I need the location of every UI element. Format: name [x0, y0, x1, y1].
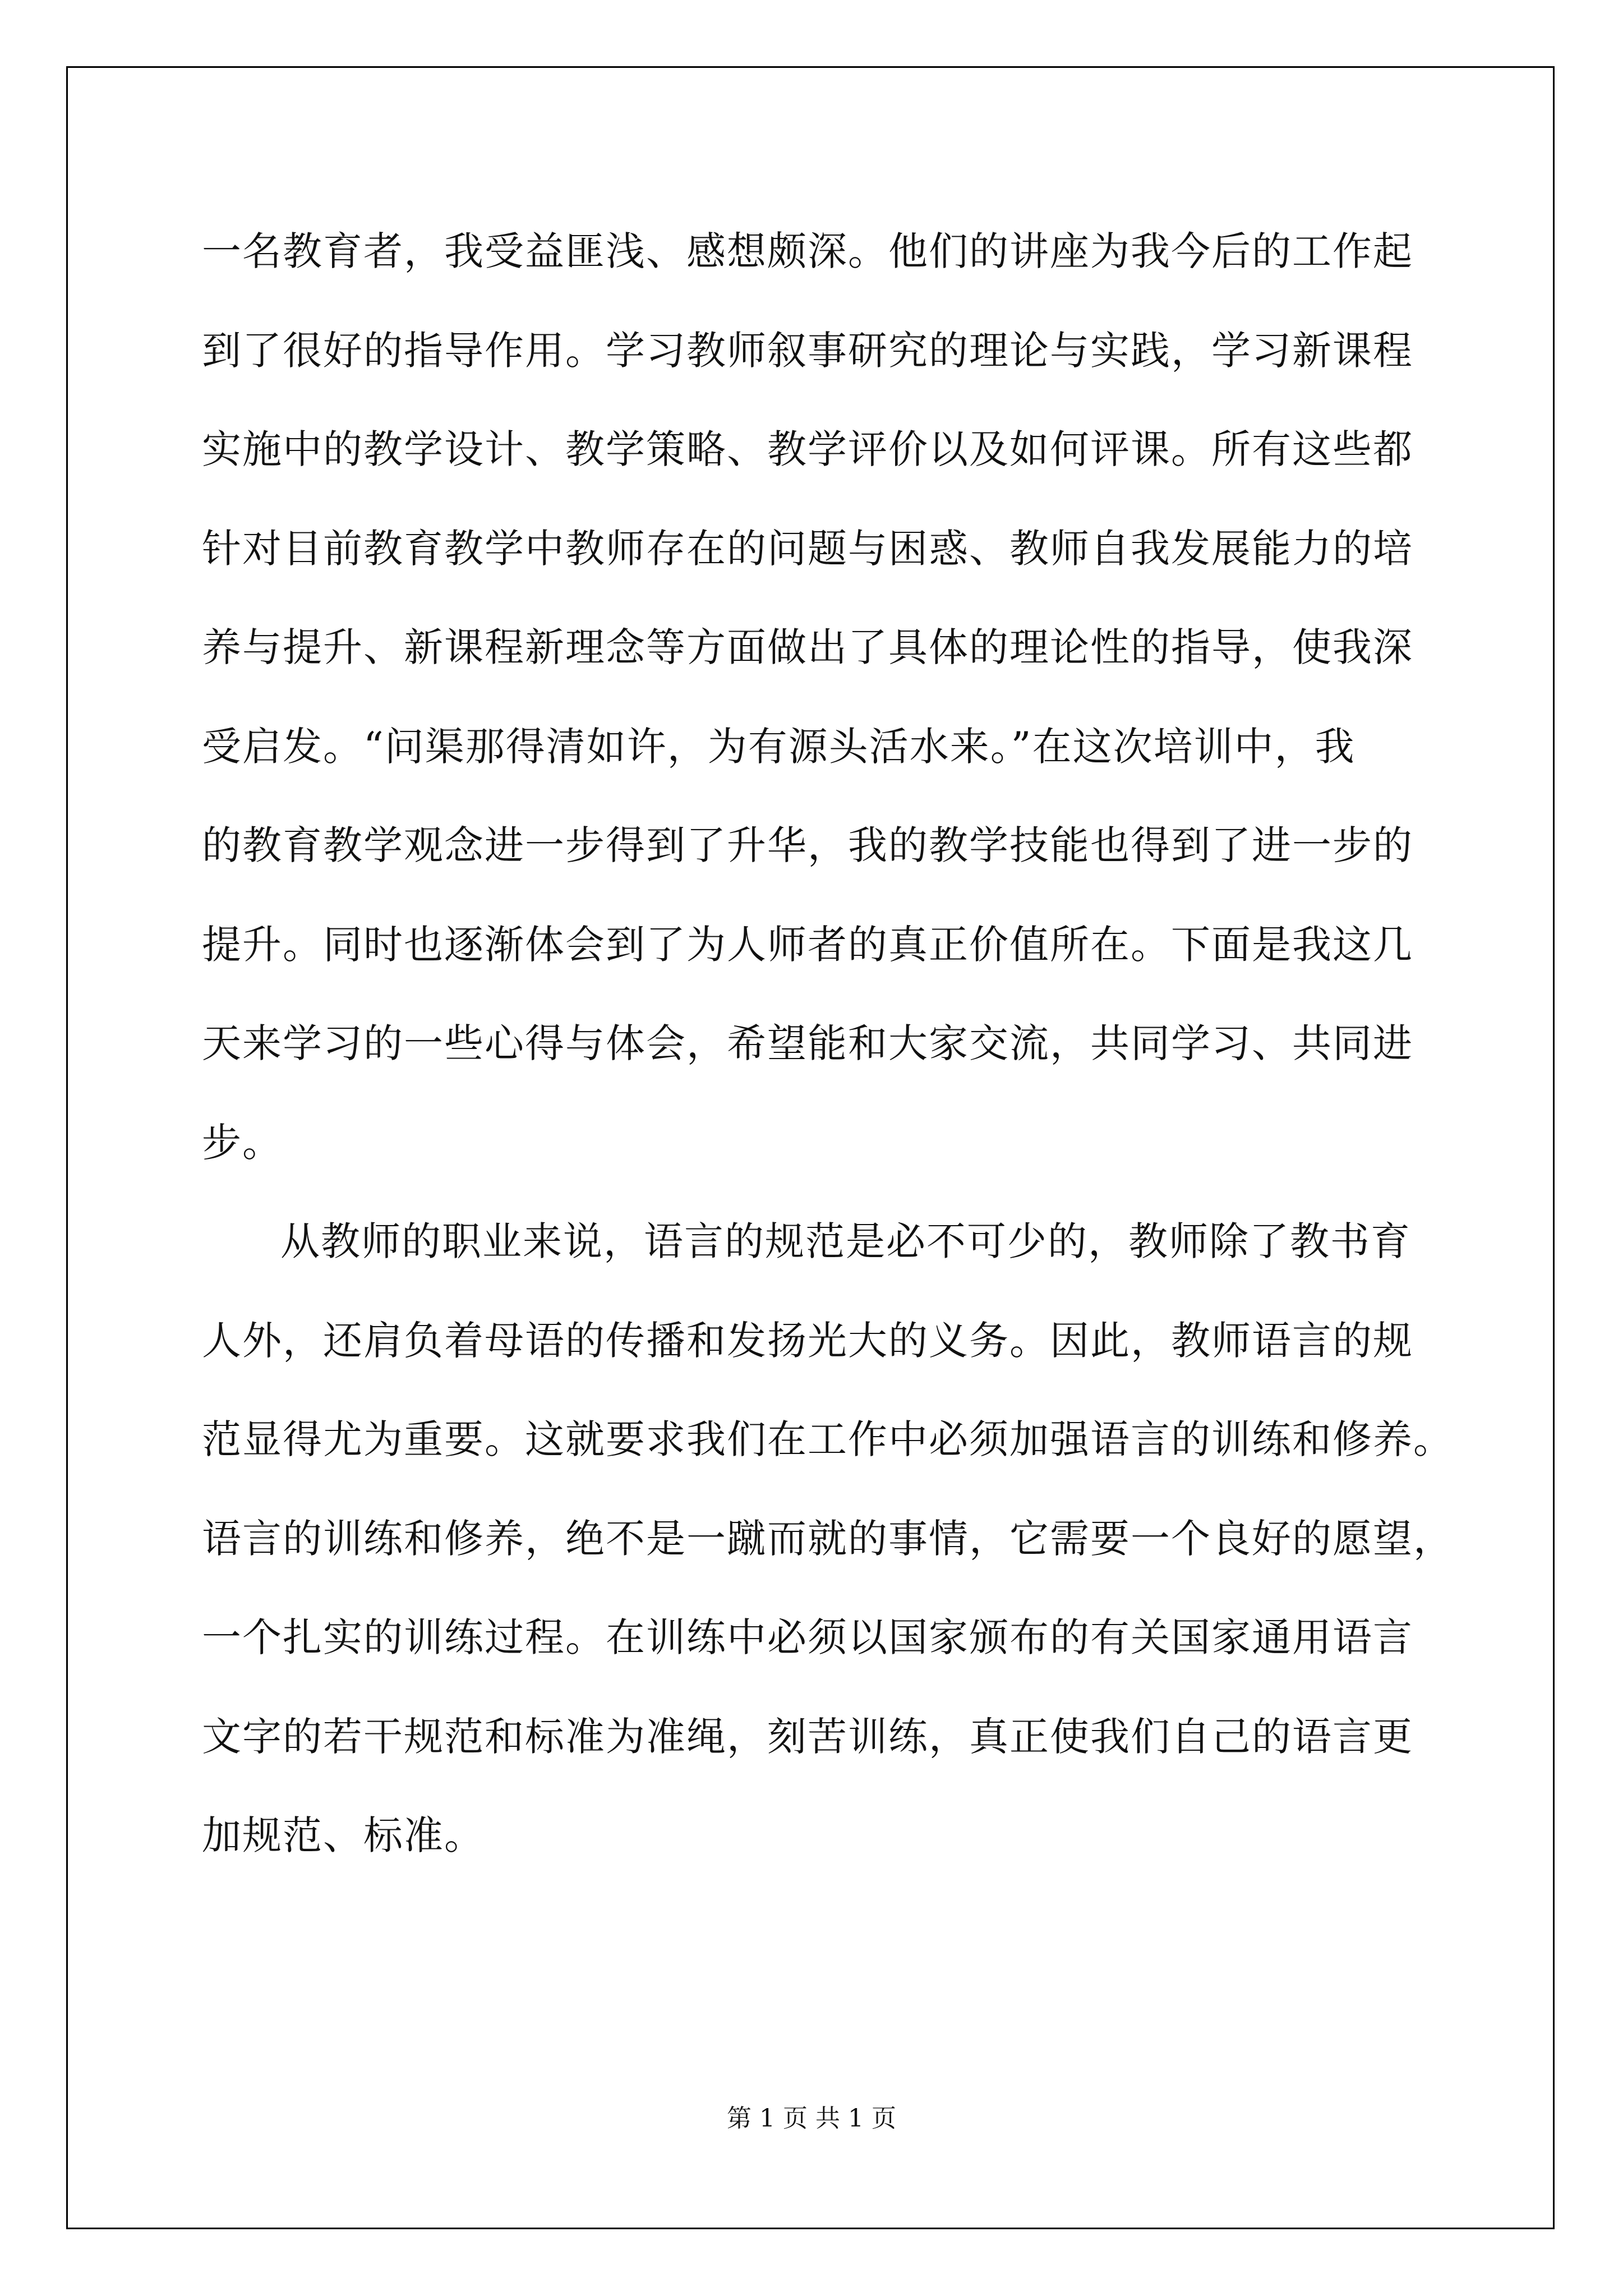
text-line: 从教师的职业来说，语言的规范是必不可少的，教师除了教书育	[280, 1218, 1411, 1264]
text-line: 实施中的教学设计、教学策略、教学评价以及如何评课。所有这些都	[202, 426, 1413, 472]
text-line: 针对目前教育教学中教师存在的问题与困惑、教师自我发展能力的培	[202, 525, 1413, 572]
text-line: 语言的训练和修养，绝不是一蹴而就的事情，它需要一个良好的愿望，	[202, 1515, 1454, 1562]
text-line: 文字的若干规范和标准为准绳，刻苦训练，真正使我们自己的语言更	[202, 1713, 1413, 1760]
text-line: 天来学习的一些心得与体会，希望能和大家交流，共同学习、共同进	[202, 1020, 1413, 1066]
text-line: 一名教育者，我受益匪浅、感想颇深。他们的讲座为我今后的工作起	[202, 228, 1413, 274]
paragraph-1	[202, 202, 1436, 1192]
text-line: 加规范、标准。	[202, 1812, 485, 1858]
document-body	[202, 202, 1454, 1885]
text-line: 一个扎实的训练过程。在训练中必须以国家颁布的有关国家通用语言	[202, 1614, 1413, 1660]
page-number-footer: 第 1 页 共 1 页	[727, 2104, 896, 2133]
text-line: 受启发。“问渠那得清如许，为有源头活水来。”在这次培训中，我	[202, 723, 1355, 770]
text-line: 到了很好的指导作用。学习教师叙事研究的理论与实践，学习新课程	[202, 327, 1413, 374]
text-line: 养与提升、新课程新理念等方面做出了具体的理论性的指导，使我深	[202, 624, 1413, 670]
text-line: 提升。同时也逐渐体会到了为人师者的真正价值所在。下面是我这几	[202, 921, 1413, 968]
text-line: 范显得尤为重要。这就要求我们在工作中必须加强语言的训练和修养。	[202, 1416, 1454, 1462]
text-line: 的教育教学观念进一步得到了升华，我的教学技能也得到了进一步的	[202, 822, 1413, 868]
text-line: 步。	[202, 1119, 283, 1166]
paragraph-2	[202, 1192, 1454, 1885]
text-line: 人外，还肩负着母语的传播和发扬光大的义务。因此，教师语言的规	[202, 1317, 1413, 1364]
